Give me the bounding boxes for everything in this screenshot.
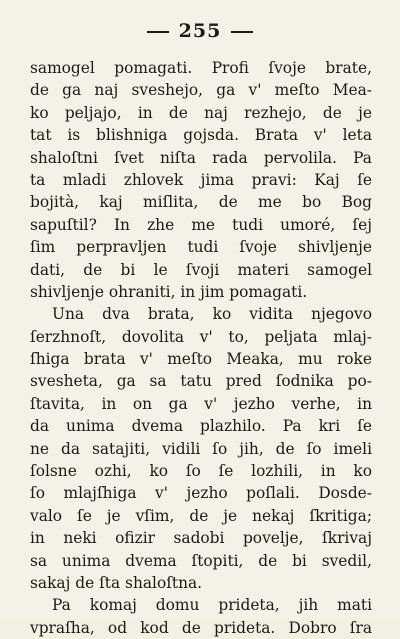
text-line: ſolsne ozhi, ko ſo ſe lozhili, in ko — [30, 462, 372, 481]
text-line: sakaj de ſta shaloſtna. — [30, 573, 203, 592]
text-line: tat is blishniga gojsda. Brata v' leta — [30, 126, 372, 145]
text-line: ſtavita, in on ga v' jezho verhe, in — [30, 394, 372, 413]
text-line: ta mladi zhlovek jima pravi: Kaj ſe — [30, 170, 372, 189]
text-line: ſerzhnoſt, dovolita v' to, peljata mlaj- — [30, 327, 372, 346]
text-line: valo ſe je vſim, de je nekaj ſkritiga; — [30, 506, 372, 525]
text-line: vpraſha, od kod de prideta. Dobro ſra — [30, 618, 372, 637]
page-header — [0, 20, 400, 42]
text-line: da unima dvema plazhilo. Pa kri ſe — [30, 417, 372, 436]
text-line: samogel pomagati. Profi ſvoje brate, — [30, 59, 372, 77]
text-line: Una dva brata, ko vidita njegovo — [52, 305, 372, 324]
text-line: svesheta, ga sa tatu pred ſodnika po- — [30, 372, 372, 391]
text-line: dati, de bi le ſvoji materi samogel — [30, 260, 372, 279]
text-line: ſhiga brata v' meſto Meaka, mu roke — [30, 350, 372, 369]
text-line: ko peljajo, in de naj rezhejo, de je — [30, 103, 372, 122]
page-body — [30, 57, 372, 639]
text-line: shaloſtni ſvet niſta rada pervolila. Pa — [30, 148, 372, 167]
header-dash-left — [147, 31, 169, 33]
text-line: ſo mlajſhiga v' jezho poſlali. Dosde- — [30, 484, 372, 503]
text-line: in neki ofizir sadobi povelje, ſkrivaj — [30, 529, 372, 548]
text-line: sa unima dvema ſtopiti, de bi svedil, — [30, 551, 372, 570]
text-line: de ga naj sveshejo, ga v' meſto Mea- — [30, 81, 372, 100]
text-line: sapuſtil? In zhe me tudi umoré, ſej — [30, 215, 372, 234]
text-line: shivljenje ohraniti, in jim pomagati. — [30, 282, 308, 301]
text-line: bojità, kaj miſlita, de me bo Bog — [30, 193, 372, 212]
text-line: ne da satajiti, vidili ſo jih, de ſo imeli — [30, 439, 372, 458]
header-dash-right — [231, 31, 253, 33]
text-line: Pa komaj domu prideta, jih mati — [52, 596, 372, 615]
page-number: 255 — [178, 20, 222, 42]
text-line: ſim perpravljen tudi ſvoje shivljenje — [30, 238, 372, 257]
